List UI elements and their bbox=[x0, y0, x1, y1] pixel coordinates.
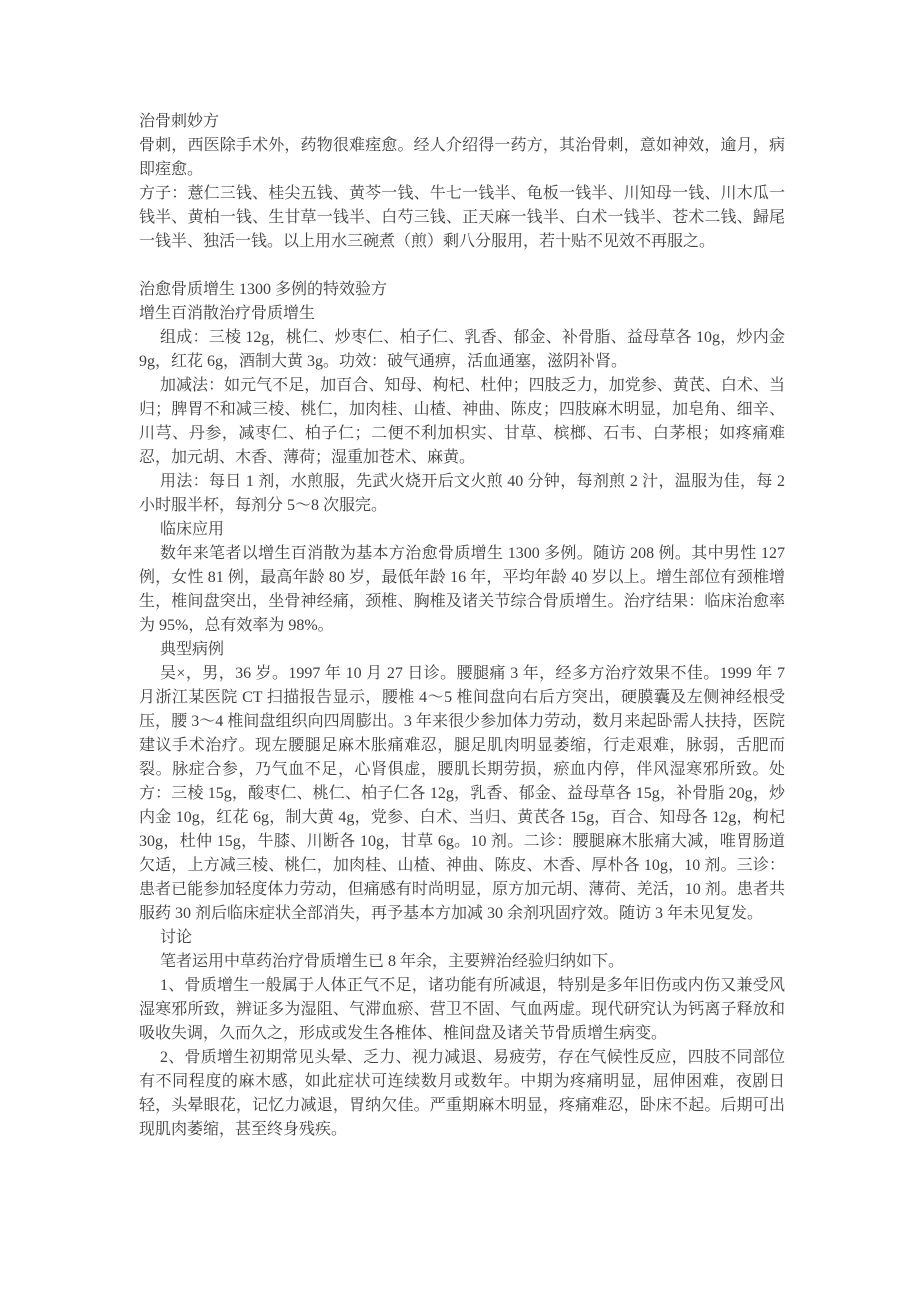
subheading-clinical-application: 临床应用 bbox=[160, 521, 225, 538]
subheading-discussion: 讨论 bbox=[160, 929, 193, 946]
para-usage: 用法：每日 1 剂，水煎服，先武火烧开后文火煎 40 分钟，每剂煎 2 汁，温服为佳，每 2 小时服半杯，每剂分 5～8 次服完。 bbox=[139, 473, 785, 514]
heading-hyperplasia-remedy: 治愈骨质增生 1300 多例的特效验方 bbox=[139, 281, 388, 298]
para-case-detail: 吴×，男，36 岁。1997 年 10 月 27 日诊。腰腿痛 3 年，经多方治疗效果不佳。1999 年 7 月浙江某医院 CT 扫描报告显示，腰椎 4～5 椎间盘向右后方突出，硬膜囊及左侧神经根受压，腰 3～4 椎间盘组织向四周膨出。3 年来很少参加体力劳动，数月来起卧需人扶持，医院建议手术治疗。现左腰腿足麻木胀痛难忍，腿足肌肉明显萎缩，行走艰难，脉弱，舌肥而裂。脉症合参，乃气血不足，心肾俱虚，腰肌长期劳损，瘀血内停，伴风湿寒邪所致。处方：三棱 15g，酸枣仁、桃仁、柏子仁各 12g，乳香、郁金、益母草各 15g，补骨脂 20g，炒内金 10g，红花 6g，制大黄 4g，党参、白术、当归、黄芪各 15g，百合、知母各 12g，枸杞 30g，杜仲 15g，牛膝、川断各 10g，甘草 6g。10 剂。二诊：腰腿麻木胀痛大减，唯胃肠道欠适，上方减三棱、桃仁，加肉桂、山楂、神曲、陈皮、木香、厚朴各 10g，10 剂。三诊：患者已能参加轻度体力劳动，但痛感有时尚明显，原方加元胡、薄荷、羌活，10 剂。患者共服药 30 剂后临床症状全部消失，再予基本方加减 30 余剂巩固疗效。随访 3 年未见复发。 bbox=[139, 665, 785, 922]
para-bone-spur-intro: 骨刺，西医除手术外，药物很难痓愈。经人介绍得一药方，其治骨刺，意如神效，逾月，病即痓愈。 bbox=[139, 137, 785, 178]
text-column bbox=[139, 110, 785, 1142]
para-composition: 组成：三棱 12g，桃仁、炒枣仁、柏子仁、乳香、郁金、补骨脂、益母草各 10g，炒内金 9g，红花 6g，酒制大黄 3g。功效：破气通痹，活血通塞，滋阴补肾。 bbox=[139, 329, 785, 370]
para-discussion-intro: 笔者运用中草药治疗骨质增生已 8 年余，主要辨治经验归纳如下。 bbox=[160, 953, 625, 970]
heading-zengsheng-baixiaosan: 增生百消散治疗骨质增生 bbox=[139, 305, 316, 322]
para-discussion-point-2: 2、骨质增生初期常见头晕、乏力、视力减退、易疲劳，存在气候性反应，四肢不同部位有不同程度的麻木感，如此症状可连续数月或数年。中期为疼痛明显，屈伸困难，夜剧日轻，头晕眼花，记忆力减退，胃纳欠佳。严重期麻木明显，疼痛难忍，卧床不起。后期可出现肌肉萎缩，甚至终身残疾。 bbox=[139, 1049, 785, 1138]
subheading-typical-case: 典型病例 bbox=[160, 641, 225, 658]
blank-line bbox=[139, 254, 785, 278]
heading-bone-spur-remedy: 治骨刺妙方 bbox=[139, 113, 220, 130]
para-prescription-fangzi: 方子：薏仁三钱、桂尖五钱、黄芩一钱、牛七一钱半、龟板一钱半、川知母一钱、川木瓜一钱半、黄柏一钱、生甘草一钱半、白芍三钱、正天麻一钱半、白术一钱半、苍术二钱、歸尾一钱半、独活一钱。以上用水三碗煮（煎）剩八分服用，若十贴不见效不再服之。 bbox=[139, 185, 785, 250]
para-discussion-point-1: 1、骨质增生一般属于人体正气不足，诸功能有所减退，特别是多年旧伤或内伤又兼受风湿寒邪所致，辨证多为湿阻、气滞血瘀、营卫不固、气血两虚。现代研究认为钙离子释放和吸收失调，久而久之，形成或发生各椎体、椎间盘及诸关节骨质增生病变。 bbox=[139, 977, 785, 1042]
para-clinical-stats: 数年来笔者以增生百消散为基本方治愈骨质增生 1300 多例。随访 208 例。其中男性 127 例，女性 81 例，最高年龄 80 岁，最低年龄 16 年，平均年龄 40 岁以上。增生部位有颈椎增生，椎间盘突出，坐骨神经痛，颈椎、胸椎及诸关节综合骨质增生。治疗结果：临床治愈率为 95%，总有效率为 98%。 bbox=[139, 545, 785, 634]
para-modifications: 加减法：如元气不足，加百合、知母、枸杞、杜仲；四肢乏力，加党参、黄芪、白术、当归；脾胃不和减三棱、桃仁，加肉桂、山楂、神曲、陈皮；四肢麻木明显，加皂角、细辛、川芎、丹参，减枣仁、柏子仁；二便不利加枳实、甘草、槟榔、石韦、白茅根；如疼痛难忍，加元胡、木香、薄荷；湿重加苍术、麻黄。 bbox=[139, 377, 785, 466]
